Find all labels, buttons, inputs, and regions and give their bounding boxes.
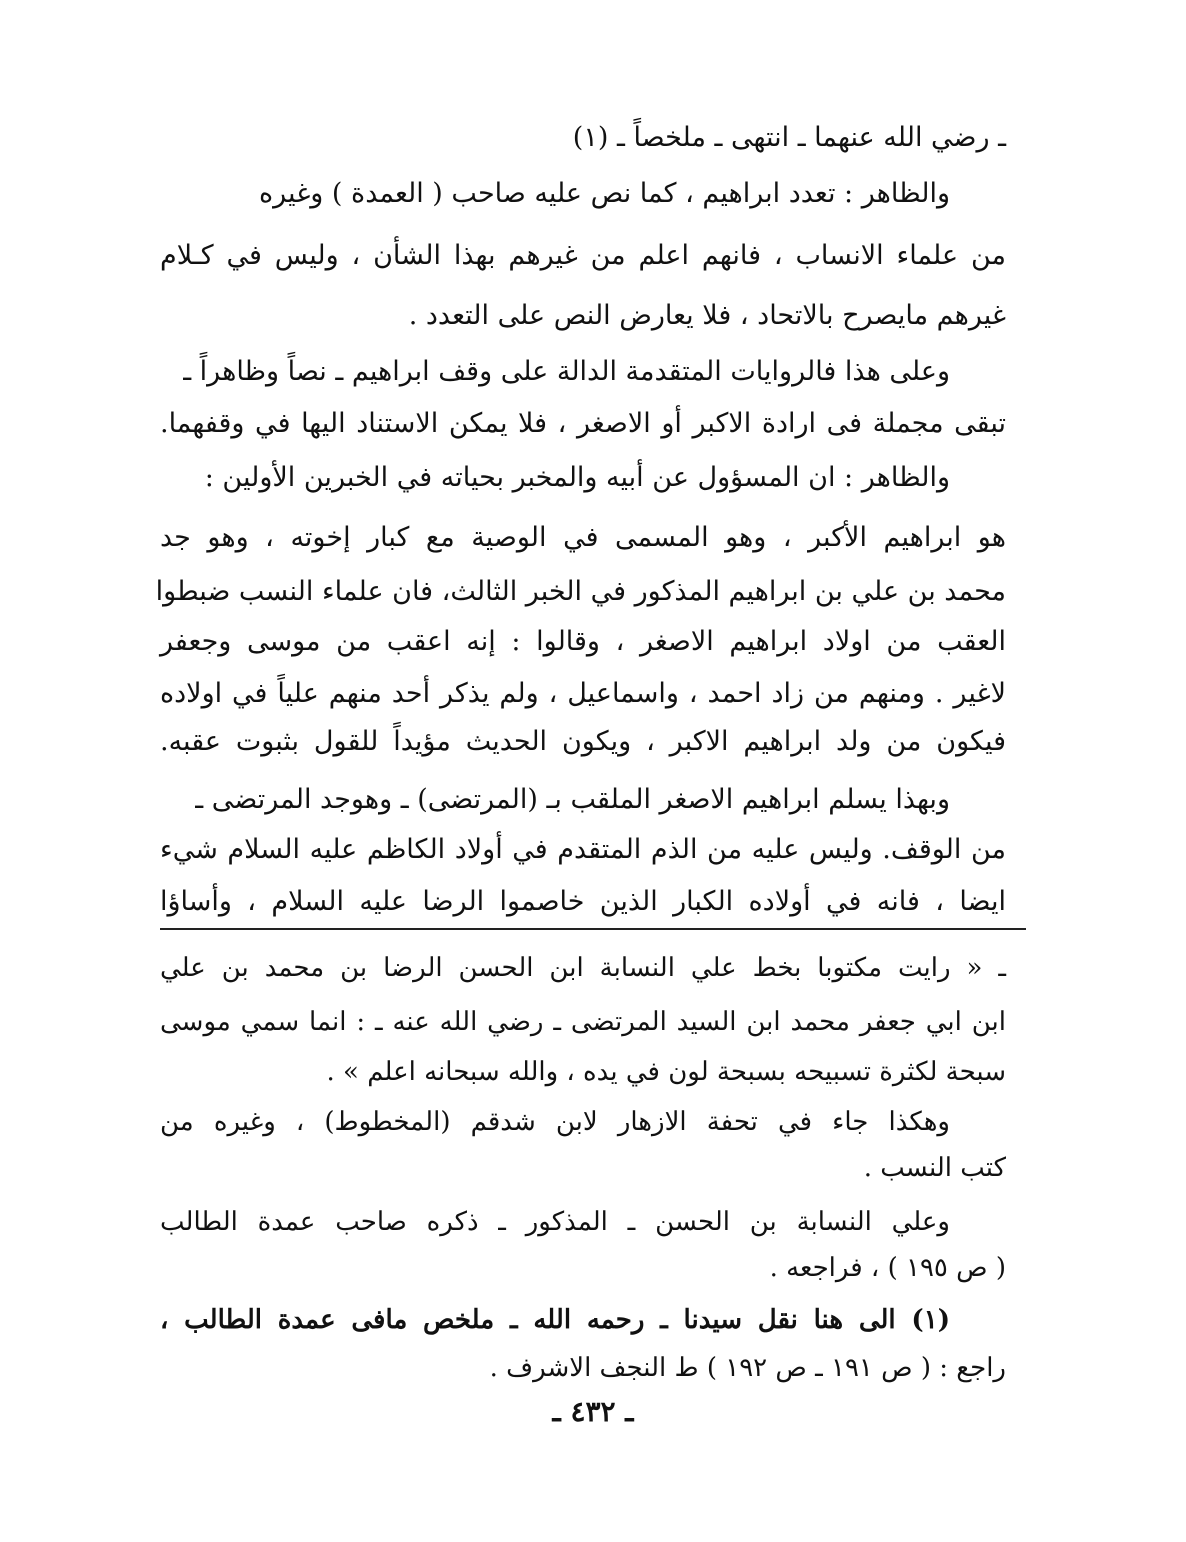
- footnote-separator-rule: [160, 928, 1026, 930]
- footnote-line: (١) الى هنا نقل سيدنا ـ رحمه الله ـ ملخص مافى عمدة الطالب ،: [160, 1305, 950, 1335]
- body-line: والظاهر : ان المسؤول عن أبيه والمخبر بحياته في الخبرين الأولين :: [204, 462, 950, 493]
- body-line: محمد بن علي بن ابراهيم المذكور في الخبر الثالث، فان علماء النسب ضبطوا: [155, 576, 1006, 607]
- footnote-line: ـ « رايت مكتوبا بخط علي النسابة ابن الحسن الرضا بن محمد بن علي: [160, 953, 1006, 983]
- body-line: ـ رضي الله عنهما ـ انتهى ـ ملخصاً ـ (١): [572, 122, 1006, 153]
- body-line: وعلى هذا فالروايات المتقدمة الدالة على وقف ابراهيم ـ نصاً وظاهراً ـ: [183, 356, 950, 387]
- footnote-line: سبحة لكثرة تسبيحه بسبحة لون في يده ، والله سبحانه اعلم » .: [326, 1057, 1006, 1087]
- body-line: العقب من اولاد ابراهيم الاصغر ، وقالوا : إنه اعقب من موسى وجعفر: [160, 626, 1006, 657]
- footnote-line: وهكذا جاء في تحفة الازهار لابن شدقم (المخطوط) ، وغيره من: [160, 1107, 950, 1137]
- footnote-line: ( ص ١٩٥ ) ، فراجعه .: [769, 1253, 1006, 1283]
- body-line: هو ابراهيم الأكبر ، وهو المسمى في الوصية مع كبار إخوته ، وهو جد: [160, 522, 1006, 553]
- footnote-line: وعلي النسابة بن الحسن ـ المذكور ـ ذكره صاحب عمدة الطالب: [160, 1207, 950, 1237]
- body-line: ايضا ، فانه في أولاده الكبار الذين خاصموا الرضا عليه السلام ، وأساؤا: [160, 886, 1006, 917]
- body-line: غيرهم مايصرح بالاتحاد ، فلا يعارض النص على التعدد .: [408, 300, 1006, 331]
- footnote-line: ابن ابي جعفر محمد ابن السيد المرتضى ـ رضي الله عنه ـ : انما سمي موسى: [160, 1007, 1006, 1037]
- body-line: والظاهر : تعدد ابراهيم ، كما نص عليه صاحب ( العمدة ) وغيره: [259, 178, 950, 209]
- body-line: لاغير . ومنهم من زاد احمد ، واسماعيل ، ولم يذكر أحد منهم علياً في اولاده: [160, 678, 1006, 709]
- body-line: تبقى مجملة فى ارادة الاكبر أو الاصغر ، فلا يمكن الاستناد اليها في وقفهما.: [160, 408, 1006, 439]
- footnote-line: كتب النسب .: [863, 1153, 1006, 1183]
- body-line: من علماء الانساب ، فانهم اعلم من غيرهم بهذا الشأن ، وليس في كـلام: [160, 240, 1006, 271]
- body-line: فيكون من ولد ابراهيم الاكبر ، ويكون الحديث مؤيداً للقول بثبوت عقبه.: [160, 726, 1006, 757]
- footnote-line: راجع : ( ص ١٩١ ـ ص ١٩٢ ) ط النجف الاشرف .: [489, 1353, 1006, 1383]
- body-line: من الوقف. وليس عليه من الذم المتقدم في أولاد الكاظم عليه السلام شيء: [160, 834, 1006, 865]
- body-line: وبهذا يسلم ابراهيم الاصغر الملقب بـ (المرتضى) ـ وهوجد المرتضى ـ: [195, 784, 950, 815]
- page-number: ـ ٤٣٢ ـ: [552, 1395, 634, 1428]
